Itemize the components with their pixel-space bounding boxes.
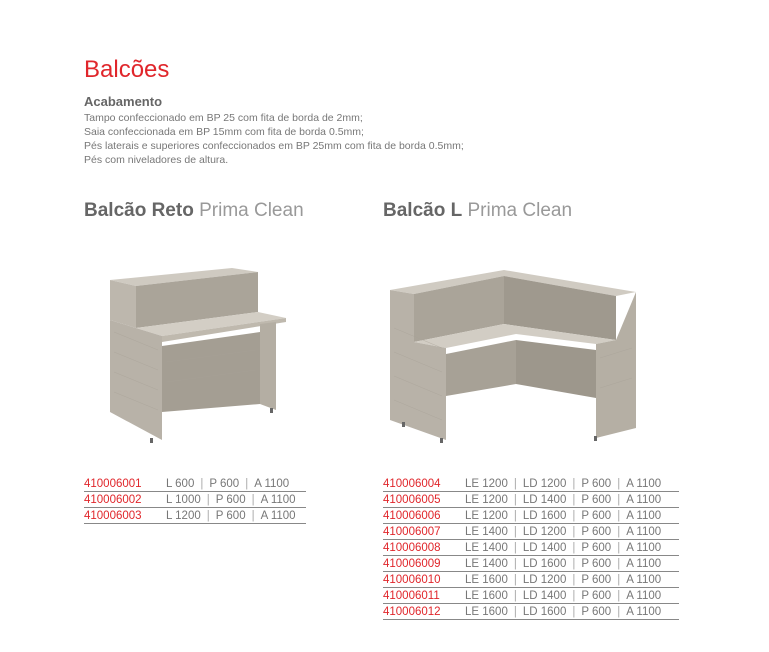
table-row (383, 508, 679, 524)
spec-height: A 1100 (626, 477, 662, 490)
product-line: Prima Clean (199, 200, 304, 221)
separator: | (617, 525, 621, 538)
spec-height: A 1100 (626, 573, 662, 586)
description-line: Tampo confeccionado em BP 25 com fita de borda de 2mm; (84, 112, 363, 124)
spec-right-length: LD 1200 (522, 477, 567, 490)
separator: | (251, 509, 255, 522)
product-line: Prima Clean (467, 200, 573, 221)
table-row (383, 572, 679, 588)
separator: | (572, 589, 576, 602)
spec-right-length: LD 1600 (522, 605, 567, 618)
separator: | (513, 589, 517, 602)
spec-table-reto (84, 476, 306, 524)
spec-left-length: LE 1200 (465, 477, 508, 490)
separator: | (572, 525, 576, 538)
product-name: Balcão L (383, 200, 463, 221)
spec-table-l (383, 476, 679, 620)
separator: | (572, 573, 576, 586)
spec-depth: P 600 (215, 509, 246, 522)
separator: | (617, 477, 621, 490)
spec-right-length: LD 1400 (522, 541, 567, 554)
product-code: 410006001 (84, 477, 142, 490)
separator: | (251, 493, 255, 506)
table-row (383, 476, 679, 492)
separator: | (206, 493, 210, 506)
spec-depth: P 600 (581, 493, 612, 506)
spec-depth: P 600 (581, 605, 612, 618)
separator: | (572, 605, 576, 618)
table-row (84, 476, 306, 492)
product-code: 410006008 (383, 541, 441, 554)
description-line: Saia confeccionada em BP 15mm com fita de borda 0.5mm; (84, 126, 364, 138)
section-heading: Acabamento (84, 94, 163, 109)
separator: | (513, 525, 517, 538)
separator: | (617, 573, 621, 586)
separator: | (572, 493, 576, 506)
product-code: 410006012 (383, 605, 441, 618)
spec-depth: P 600 (581, 557, 612, 570)
balcao-l-image (386, 268, 646, 443)
separator: | (617, 589, 621, 602)
separator: | (572, 557, 576, 570)
spec-width: L 600 (166, 477, 195, 490)
spec-height: A 1100 (626, 589, 662, 602)
spec-width: L 1200 (166, 509, 201, 522)
spec-depth: P 600 (581, 573, 612, 586)
product-code: 410006009 (383, 557, 441, 570)
spec-height: A 1100 (260, 493, 296, 506)
separator: | (617, 557, 621, 570)
table-row (383, 556, 679, 572)
separator: | (513, 605, 517, 618)
spec-left-length: LE 1200 (465, 509, 508, 522)
separator: | (617, 493, 621, 506)
spec-height: A 1100 (626, 605, 662, 618)
spec-height: A 1100 (626, 557, 662, 570)
table-row (383, 604, 679, 620)
spec-depth: P 600 (581, 509, 612, 522)
separator: | (200, 477, 204, 490)
product-name: Balcão Reto (84, 200, 194, 221)
separator: | (572, 541, 576, 554)
separator: | (513, 557, 517, 570)
spec-height: A 1100 (626, 541, 662, 554)
spec-depth: P 600 (581, 525, 612, 538)
spec-height: A 1100 (626, 525, 662, 538)
balcao-reto-image (100, 262, 290, 447)
separator: | (513, 493, 517, 506)
spec-right-length: LD 1600 (522, 509, 567, 522)
page-title: Balcões (84, 56, 170, 83)
spec-depth: P 600 (581, 541, 612, 554)
separator: | (617, 509, 621, 522)
product-title-reto (84, 200, 304, 222)
product-code: 410006003 (84, 509, 142, 522)
spec-right-length: LD 1400 (522, 589, 567, 602)
table-row (383, 492, 679, 508)
table-row (383, 588, 679, 604)
product-code: 410006011 (383, 589, 440, 602)
spec-right-length: LD 1200 (522, 525, 567, 538)
spec-right-length: LD 1400 (522, 493, 567, 506)
product-code: 410006004 (383, 477, 441, 490)
product-code: 410006010 (383, 573, 441, 586)
separator: | (513, 541, 517, 554)
product-title-l (383, 200, 572, 222)
spec-left-length: LE 1600 (465, 573, 508, 586)
spec-right-length: LD 1600 (522, 557, 567, 570)
product-code: 410006006 (383, 509, 441, 522)
spec-right-length: LD 1200 (522, 573, 567, 586)
table-row (383, 540, 679, 556)
separator: | (572, 509, 576, 522)
description-line: Pés laterais e superiores confeccionados em BP 25mm com fita de borda 0.5mm; (84, 140, 464, 152)
description (84, 111, 464, 167)
product-code: 410006005 (383, 493, 441, 506)
spec-depth: P 600 (581, 589, 612, 602)
spec-depth: P 600 (209, 477, 240, 490)
spec-left-length: LE 1600 (465, 589, 508, 602)
separator: | (617, 541, 621, 554)
spec-left-length: LE 1400 (465, 541, 508, 554)
separator: | (513, 509, 517, 522)
description-line: Pés com niveladores de altura. (84, 154, 229, 166)
spec-depth: P 600 (215, 493, 246, 506)
spec-left-length: LE 1200 (465, 493, 508, 506)
separator: | (206, 509, 210, 522)
spec-left-length: LE 1600 (465, 605, 508, 618)
spec-height: A 1100 (626, 493, 662, 506)
separator: | (572, 477, 576, 490)
separator: | (245, 477, 249, 490)
table-row (84, 508, 306, 524)
separator: | (513, 477, 517, 490)
spec-left-length: LE 1400 (465, 525, 508, 538)
product-code: 410006007 (383, 525, 441, 538)
product-code: 410006002 (84, 493, 142, 506)
spec-height: A 1100 (254, 477, 290, 490)
spec-left-length: LE 1400 (465, 557, 508, 570)
spec-depth: P 600 (581, 477, 612, 490)
spec-width: L 1000 (166, 493, 201, 506)
table-row (84, 492, 306, 508)
spec-height: A 1100 (260, 509, 296, 522)
separator: | (617, 605, 621, 618)
spec-height: A 1100 (626, 509, 662, 522)
table-row (383, 524, 679, 540)
separator: | (513, 573, 517, 586)
